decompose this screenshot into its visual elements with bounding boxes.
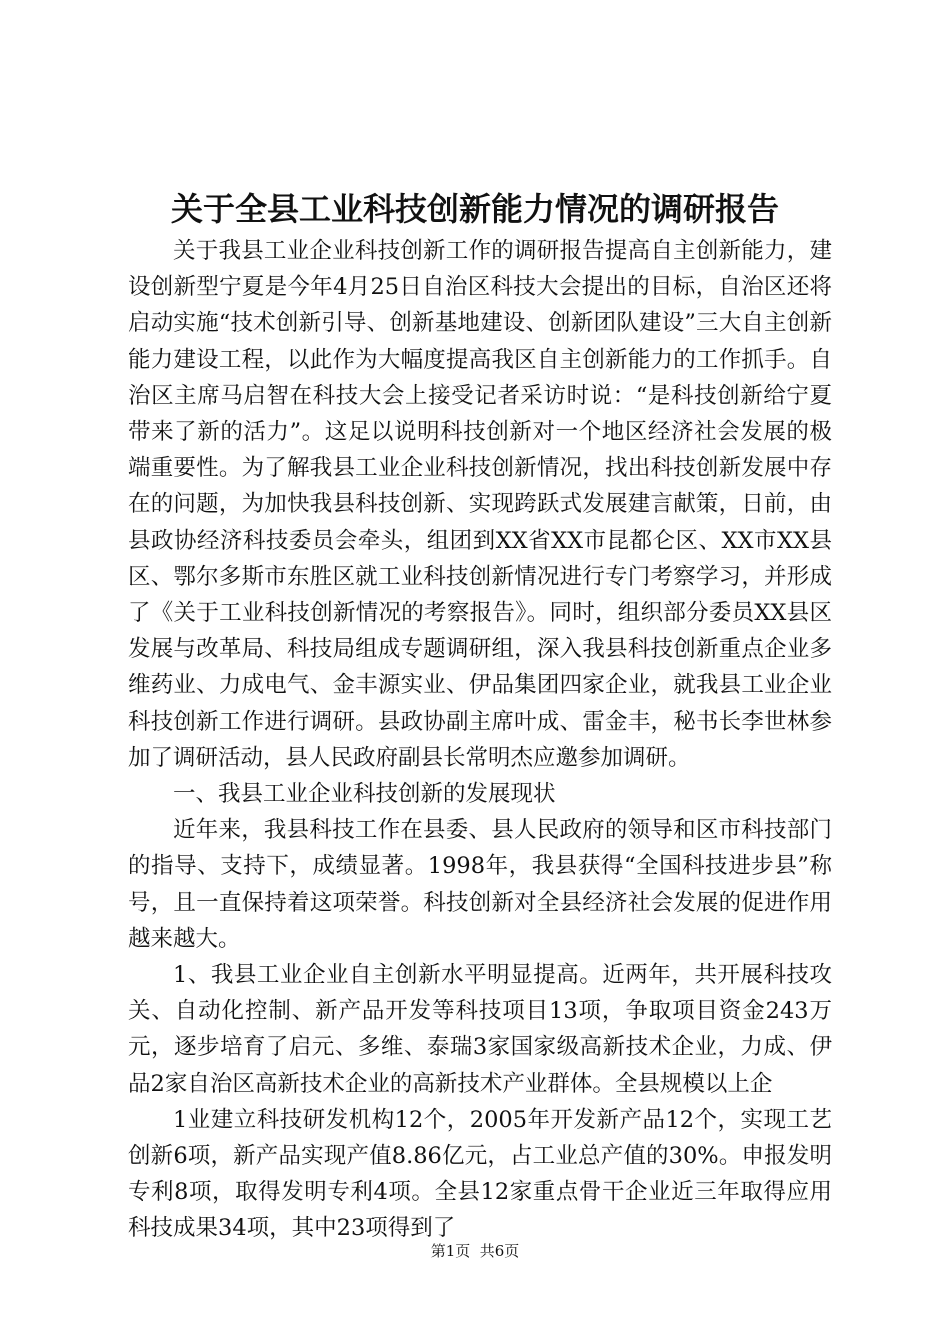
page-footer: 第1页 共6页 (430, 1242, 520, 1260)
body-paragraph: 1业建立科技研发机构12个，2005年开发新产品12个，实现工艺创新6项，新产品实现产值8.86亿元，占工业总产值的30%。申报发明专利8项，取得发明专利4项。全县12家重点骨干企业近三年取得应用科技成果34项，其中23项得到了 (128, 1106, 832, 1242)
body-paragraph: 近年来，我县科技工作在县委、县人民政府的领导和区市科技部门的指导、支持下，成绩显著。1998年，我县获得“全国科技进步县”称号，且一直保持着这项荣誉。科技创新对全县经济社会发展的促进作用越来越大。 (128, 817, 832, 952)
body-paragraph: 关于我县工业企业科技创新工作的调研报告提高自主创新能力，建设创新型宁夏是今年4月25日自治区科技大会提出的目标，自治区还将启动实施“技术创新引导、创新基地建设、创新团队建设”三大自主创新能力建设工程，以此作为大幅度提高我区自主创新能力的工作抓手。自治区主席马启智在科技大会上接受记者采访时说：“是科技创新给宁夏带来了新的活力”。这足以说明科技创新对一个地区经济社会发展的极端重要性。为了解我县工业企业科技创新情况，找出科技创新发展中存在的问题，为加快我县科技创新、实现跨跃式发展建言献策，日前，由县政协经济科技委员会牵头，组团到XX省XX市昆都仑区、XX市XX县区、鄂尔多斯市东胜区就工业科技创新情况进行专门考察学习，并形成了《关于工业科技创新情况的考察报告》。同时，组织部分委员XX县区发展与改革局、科技局组成专题调研组，深入我县科技创新重点企业多维药业、力成电气、金丰源实业、伊品集团四家企业，就我县工业企业科技创新工作进行调研。县政协副主席叶成、雷金丰，秘书长李世林参加了调研活动，县人民政府副县长常明杰应邀参加调研。 (128, 238, 832, 771)
document-title: 关于全县工业科技创新能力情况的调研报告 (170, 190, 779, 228)
body-paragraph: 1、我县工业企业自主创新水平明显提高。近两年，共开展科技攻关、自动化控制、新产品开发等科技项目13项，争取项目资金243万元，逐步培育了启元、多维、泰瑞3家国家级高新技术企业，力成、伊品2家自治区高新技术企业的高新技术产业群体。全县规模以上企 (128, 962, 832, 1097)
section-heading: 一、我县工业企业科技创新的发展现状 (173, 781, 556, 808)
document-body (128, 233, 832, 1247)
